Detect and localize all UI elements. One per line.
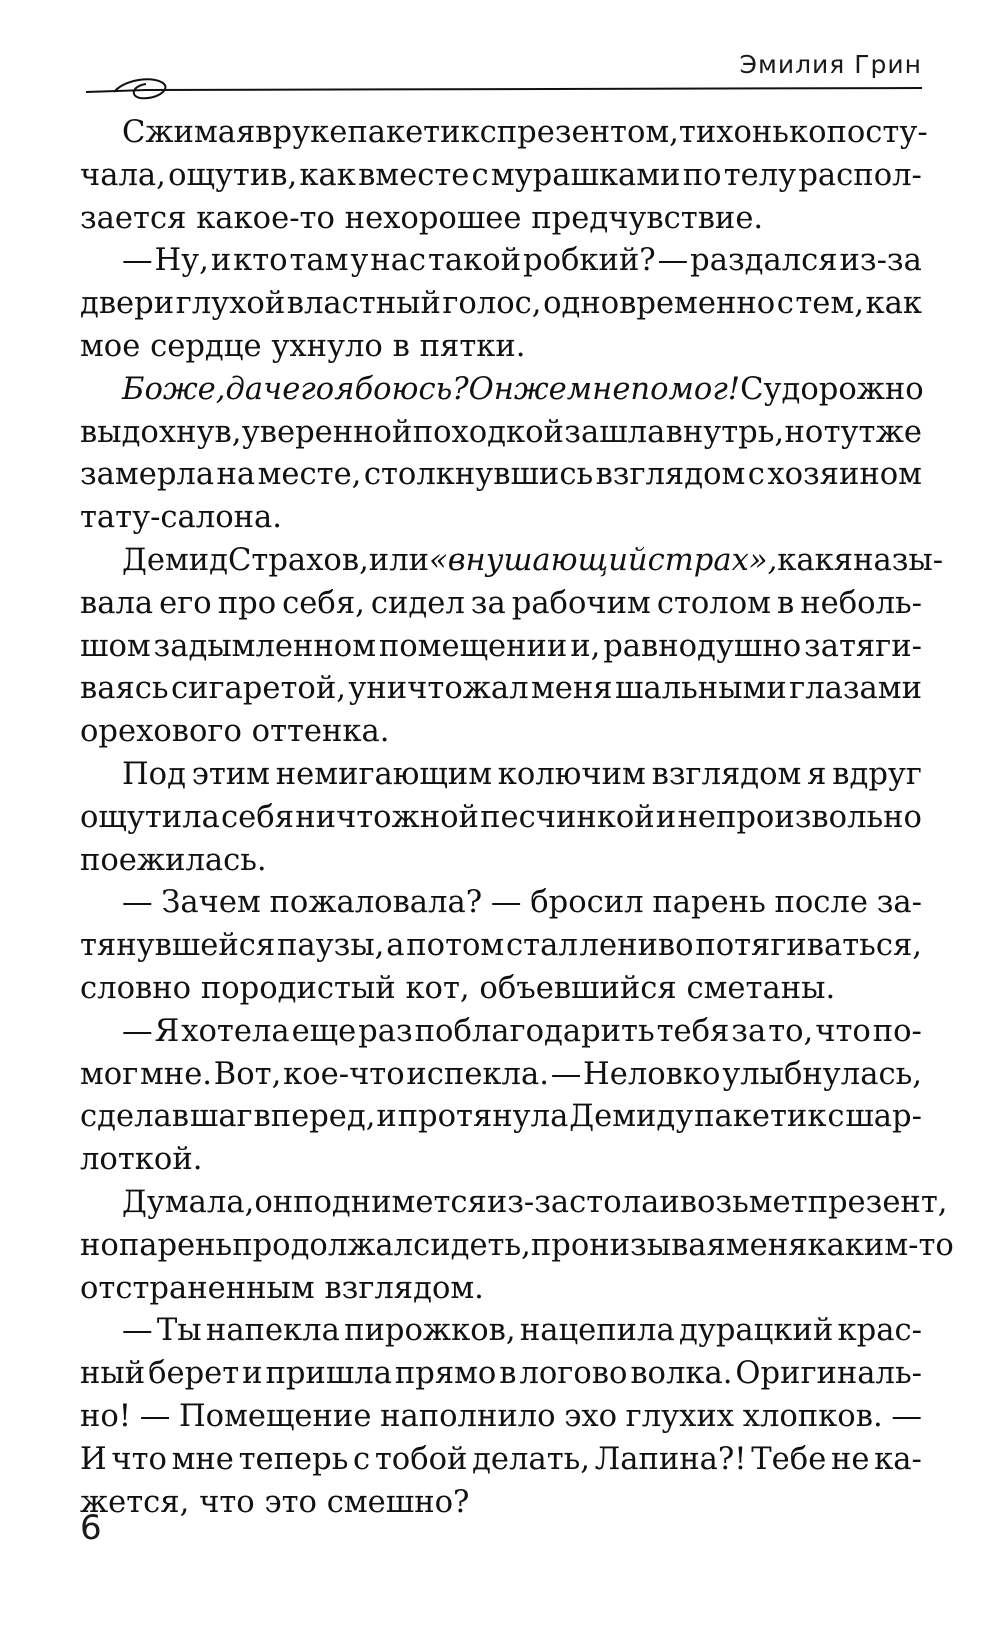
- word: по: [682, 157, 722, 193]
- word: столом: [656, 585, 771, 621]
- word: Демиду: [569, 1099, 694, 1135]
- word: паузы,: [277, 928, 385, 964]
- word: и: [655, 799, 677, 835]
- word: себя,: [282, 585, 365, 621]
- word: затяги-: [804, 628, 922, 664]
- word: Лапина?!: [594, 1441, 747, 1477]
- text-line: [80, 454, 922, 497]
- word: чала,: [80, 157, 166, 193]
- paragraph: [80, 240, 922, 368]
- text-line: [80, 583, 922, 626]
- paragraph: [80, 112, 928, 240]
- word: и: [242, 1356, 263, 1392]
- word: тихонько: [678, 115, 827, 150]
- word: чего: [263, 371, 335, 407]
- word: посту-: [826, 115, 928, 150]
- word: колючим: [497, 756, 646, 792]
- word: парень: [652, 885, 766, 921]
- word: кто: [233, 243, 288, 279]
- word: властный: [286, 286, 441, 322]
- text-line: [80, 626, 922, 669]
- word: и: [659, 1184, 680, 1220]
- word: у: [350, 243, 369, 279]
- word: кое-что: [283, 1056, 405, 1092]
- word: то,: [768, 1013, 814, 1049]
- word: рабочим: [511, 585, 651, 621]
- text-line: [80, 1310, 922, 1353]
- word: сидеть,: [413, 1227, 531, 1263]
- word: шальными: [615, 671, 787, 707]
- word: парень: [118, 1227, 233, 1263]
- word: непроизвольно: [677, 799, 922, 835]
- word: отстраненным: [80, 1270, 315, 1306]
- word: объевшийся: [479, 970, 677, 1006]
- paragraph: [80, 1182, 954, 1310]
- word: а: [386, 928, 405, 964]
- word: тем,: [795, 286, 864, 322]
- word: пакетик: [347, 115, 480, 150]
- word: такой: [427, 243, 522, 279]
- word: хлопков.: [742, 1398, 883, 1434]
- word: Я: [154, 1013, 180, 1049]
- text-line: [80, 1353, 922, 1396]
- word: но: [784, 414, 824, 450]
- word: шаг: [189, 1099, 253, 1135]
- word: взглядом.: [324, 1270, 484, 1306]
- word: походкой: [412, 414, 564, 450]
- word: презентом,: [496, 115, 679, 150]
- word: Он: [468, 371, 514, 407]
- word: жется,: [80, 1484, 190, 1520]
- word: ухнуло: [271, 328, 383, 364]
- word: Ты: [156, 1313, 202, 1349]
- text-line: [80, 198, 922, 241]
- word: пакетик: [694, 1099, 827, 1135]
- text-line: [80, 925, 922, 968]
- word: руке: [272, 115, 348, 150]
- word: Под: [122, 756, 186, 792]
- word: телу: [723, 157, 797, 193]
- word: волка.: [630, 1356, 733, 1392]
- word: бросил: [530, 885, 644, 921]
- word: пожаловала?: [269, 885, 483, 921]
- word: с: [471, 157, 489, 193]
- word: про: [217, 585, 277, 621]
- page-number: 6: [80, 1508, 102, 1548]
- word: Неловко: [583, 1056, 721, 1092]
- paragraph: [80, 540, 944, 754]
- word: я: [334, 371, 355, 407]
- text-line: [80, 326, 922, 369]
- word: пятки.: [419, 328, 526, 364]
- word: Демид: [122, 542, 229, 578]
- word: песчинкой: [480, 799, 655, 835]
- word: породистый: [200, 970, 396, 1006]
- word: сметаны.: [686, 970, 836, 1006]
- word: презент,: [807, 1184, 948, 1220]
- word: возьмет: [679, 1184, 808, 1220]
- word: нацепила: [519, 1313, 675, 1349]
- word: меня: [531, 671, 613, 707]
- word: —: [122, 885, 153, 921]
- word: за: [470, 585, 506, 621]
- text-line: [80, 497, 922, 540]
- word: но: [80, 1227, 119, 1263]
- word: глазами: [789, 671, 922, 707]
- word: в: [499, 1356, 517, 1392]
- word: что: [815, 1013, 871, 1049]
- word: шар-: [845, 1099, 922, 1135]
- word: меня: [725, 1227, 808, 1263]
- word: каким-то: [807, 1227, 954, 1263]
- word: взглядом: [651, 756, 802, 792]
- text-line: [80, 155, 922, 198]
- word: улыбнулась,: [722, 1056, 922, 1092]
- word: Думала,: [122, 1184, 255, 1220]
- header-ornament-rule: [86, 72, 922, 106]
- word: потягиваться,: [695, 928, 922, 964]
- word: выдохнув,: [80, 414, 242, 450]
- word: логово: [519, 1356, 628, 1392]
- word: внутрь,: [665, 414, 785, 450]
- word: ка-: [874, 1441, 922, 1477]
- word: Зачем: [161, 885, 261, 921]
- word: вала: [80, 585, 154, 621]
- word: столкнувшись: [363, 457, 594, 493]
- word: пирожков,: [344, 1313, 516, 1349]
- word: мне: [566, 371, 631, 407]
- word: Тебе: [751, 1441, 827, 1477]
- word: ощутила: [80, 799, 220, 835]
- word: какое-то: [196, 200, 335, 236]
- word: еще: [291, 1013, 357, 1049]
- word: —: [550, 1056, 582, 1092]
- word: раздался: [690, 243, 838, 279]
- word: уверенной: [241, 414, 413, 450]
- word: протянула: [397, 1099, 569, 1135]
- word: голос,: [442, 286, 542, 322]
- word: не: [830, 1441, 870, 1477]
- word: как: [777, 542, 834, 578]
- running-head-author: Эмилия Грин: [739, 50, 922, 79]
- word: на: [216, 457, 256, 493]
- word: вместе: [358, 157, 470, 193]
- word: после: [774, 885, 868, 921]
- text-line: [80, 668, 922, 711]
- text-line: [80, 112, 928, 155]
- word: распол-: [798, 157, 922, 193]
- word: —: [490, 885, 522, 921]
- word: ощутив,: [168, 157, 298, 193]
- text-line: [80, 1054, 922, 1097]
- word: Оригиналь-: [735, 1356, 922, 1392]
- text-line: [80, 412, 922, 455]
- word: кот,: [405, 970, 470, 1006]
- text-line: [80, 1182, 948, 1225]
- word: назы-: [853, 542, 944, 578]
- word: помещении: [378, 628, 568, 664]
- word: помог!: [630, 371, 741, 407]
- word: Вот,: [213, 1056, 282, 1092]
- word: лениво: [579, 928, 694, 964]
- word: уничтожал: [348, 671, 529, 707]
- word: зается: [80, 200, 187, 236]
- word: но!: [80, 1398, 132, 1434]
- word: И: [80, 1441, 107, 1477]
- word: мурашками: [490, 157, 681, 193]
- text-line: [80, 1439, 922, 1482]
- word: робкий?: [522, 243, 656, 279]
- word: продолжал: [232, 1227, 414, 1263]
- word: неболь-: [800, 585, 922, 621]
- word: Ну,: [154, 243, 209, 279]
- word: задымленном: [153, 628, 376, 664]
- word: с: [479, 115, 497, 150]
- text-line: [80, 840, 922, 883]
- word: тебя: [656, 1013, 730, 1049]
- word: себя: [221, 799, 295, 835]
- word: ный: [80, 1356, 146, 1392]
- word: прямо: [394, 1356, 497, 1392]
- word: сидел: [370, 585, 465, 621]
- word: как: [865, 286, 922, 322]
- word: что: [111, 1441, 167, 1477]
- word: берет: [148, 1356, 240, 1392]
- word: наполнило: [380, 1398, 556, 1434]
- text-line: [80, 968, 922, 1011]
- text-line: [80, 283, 922, 326]
- word: —: [122, 1013, 153, 1049]
- word: —: [657, 243, 689, 279]
- word: смешно?: [326, 1484, 470, 1520]
- word: глухих: [625, 1398, 735, 1434]
- paragraph: [80, 882, 922, 1010]
- word: с: [827, 1099, 845, 1135]
- word: из-за: [486, 1184, 570, 1220]
- word: по-: [872, 1013, 922, 1049]
- word: пронизывая: [530, 1227, 726, 1263]
- word: Страхов,: [228, 542, 369, 578]
- word: равнодушно: [603, 628, 802, 664]
- word: с: [353, 1441, 371, 1477]
- word: испекла.: [406, 1056, 549, 1092]
- word: Сжимая: [122, 115, 256, 150]
- word: глухой: [175, 286, 286, 322]
- word: стал: [506, 928, 578, 964]
- text-line: [80, 1268, 922, 1311]
- word: стола: [569, 1184, 660, 1220]
- word: он: [254, 1184, 294, 1220]
- word: одновременно: [543, 286, 776, 322]
- paragraph: [80, 1310, 922, 1524]
- word: орехового: [80, 714, 242, 750]
- word: да: [225, 371, 264, 407]
- word: шом: [80, 628, 151, 664]
- word: —: [122, 1313, 153, 1349]
- word: в: [392, 328, 410, 364]
- word: двери: [80, 286, 175, 322]
- word: же: [875, 414, 922, 450]
- word: или: [368, 542, 430, 578]
- word: лоткой.: [80, 1142, 203, 1178]
- word: дурацкий: [679, 1313, 834, 1349]
- word: поднимется: [293, 1184, 487, 1220]
- word: я: [833, 542, 854, 578]
- word: оттенка.: [251, 714, 390, 750]
- word: тату-салона.: [80, 500, 283, 536]
- word: взглядом: [595, 457, 746, 493]
- word: мог: [80, 1056, 139, 1092]
- word: ваясь: [80, 671, 169, 707]
- word: за: [731, 1013, 767, 1049]
- paragraph: [80, 754, 922, 882]
- word: раз: [358, 1013, 413, 1049]
- word: хотела: [181, 1013, 290, 1049]
- word: поблагодарить: [414, 1013, 655, 1049]
- text-line: [80, 1096, 922, 1139]
- text-line: [80, 369, 922, 412]
- word: этим: [191, 756, 270, 792]
- word: «внушающий: [429, 542, 648, 578]
- paragraph: [80, 1011, 922, 1182]
- word: Боже,: [122, 371, 226, 407]
- word: тянувшейся: [80, 928, 276, 964]
- word: Помещение: [178, 1398, 372, 1434]
- word: нехорошее: [344, 200, 522, 236]
- text-line: [80, 1482, 922, 1525]
- word: хозяином: [767, 457, 922, 493]
- text-line: [80, 1011, 922, 1054]
- word: вперед,: [253, 1099, 376, 1135]
- word: крас-: [837, 1313, 922, 1349]
- word: мне.: [140, 1056, 213, 1092]
- word: словно: [80, 970, 192, 1006]
- word: с: [776, 286, 794, 322]
- word: месте,: [257, 457, 362, 493]
- word: напекла: [205, 1313, 340, 1349]
- word: Судорожно: [740, 371, 924, 407]
- word: это: [264, 1484, 317, 1520]
- word: же: [513, 371, 567, 407]
- book-text: [80, 112, 954, 1524]
- text-line: [80, 540, 944, 583]
- word: —: [139, 1398, 171, 1434]
- word: сигаретой,: [171, 671, 346, 707]
- text-line: [80, 1139, 922, 1182]
- word: из-за: [839, 243, 922, 279]
- word: сердце: [150, 328, 262, 364]
- word: и: [376, 1099, 397, 1135]
- word: предчувствие.: [531, 200, 764, 236]
- word: —: [122, 243, 153, 279]
- word: мне: [171, 1441, 234, 1477]
- text-line: [80, 754, 922, 797]
- word: пришла: [265, 1356, 392, 1392]
- word: эхо: [564, 1398, 618, 1434]
- word: за-: [876, 885, 922, 921]
- word: замерла: [80, 457, 215, 493]
- word: тут: [823, 414, 876, 450]
- word: вдруг: [832, 756, 922, 792]
- word: я: [807, 756, 827, 792]
- word: и,: [570, 628, 601, 664]
- word: поежилась.: [80, 842, 267, 878]
- word: немигающим: [275, 756, 492, 792]
- word: потом: [406, 928, 505, 964]
- word: сделав: [80, 1099, 189, 1135]
- word: там: [289, 243, 349, 279]
- paragraph: [80, 369, 922, 540]
- word: —: [891, 1398, 922, 1434]
- word: что: [199, 1484, 255, 1520]
- word: боюсь?: [354, 371, 469, 407]
- text-line: [80, 240, 922, 283]
- text-line: [80, 1225, 954, 1268]
- word: и: [210, 243, 232, 279]
- word: в: [255, 115, 273, 150]
- word: ничтожной: [295, 799, 479, 835]
- word: делать,: [472, 1441, 591, 1477]
- word: нас: [370, 243, 427, 279]
- word: в: [776, 585, 795, 621]
- word: зашла: [564, 414, 666, 450]
- word: его: [159, 585, 212, 621]
- text-line: [80, 882, 922, 925]
- text-line: [80, 797, 922, 840]
- word: теперь: [238, 1441, 349, 1477]
- word: страх»,: [647, 542, 778, 578]
- word: с: [747, 457, 765, 493]
- word: мое: [80, 328, 141, 364]
- text-line: [80, 711, 922, 754]
- word: тобой: [374, 1441, 468, 1477]
- text-line: [80, 1396, 922, 1439]
- word: как: [299, 157, 356, 193]
